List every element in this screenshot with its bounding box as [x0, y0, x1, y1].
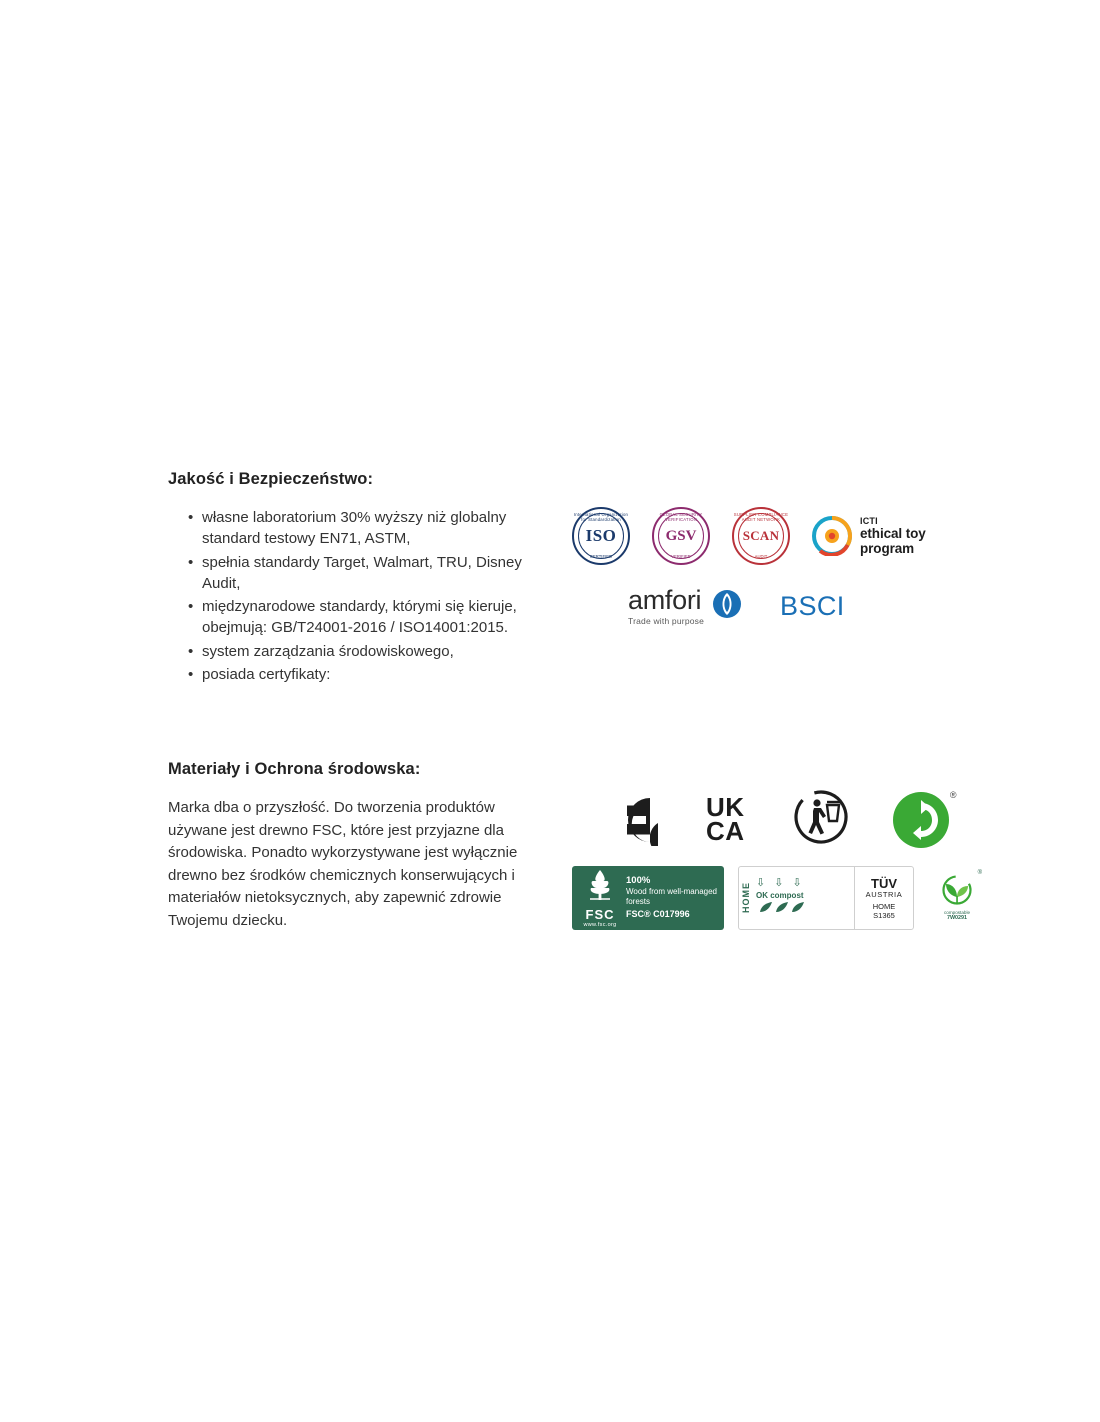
section-quality-safety	[168, 470, 948, 687]
scan-arc-bottom-label: AUDIT	[754, 554, 768, 559]
fsc-percent: 100%	[626, 875, 651, 887]
icti-text-block	[860, 516, 926, 556]
list-item: • międzynarodowe standardy, którymi się kieruje, obejmują: GB/T24001-2016 / ISO14001:2015.	[188, 596, 548, 639]
materials-text-column	[168, 797, 548, 932]
fsc-description: Wood from well-managed forests	[626, 887, 718, 907]
icti-ethical-toy-program-logo	[812, 516, 926, 556]
compost-arrows-icon: ⇩ ⇩ ⇩	[756, 876, 805, 889]
quality-bullet-list	[168, 507, 548, 685]
ok-compost-label: OK compost	[756, 890, 804, 900]
icti-line-3: program	[860, 541, 915, 557]
amfori-tagline: Trade with purpose	[628, 616, 705, 626]
quality-logo-column	[548, 507, 948, 626]
ukca-line-2: CA	[706, 815, 745, 846]
gsv-arc-bottom-label: VERIFIED	[671, 554, 691, 559]
tuv-home-label: HOME	[872, 901, 896, 911]
fsc-wordmark: FSC	[585, 907, 615, 922]
scan-certificate-icon	[732, 507, 790, 565]
seedling-code: 7W0291	[946, 915, 968, 922]
tidyman-icon	[793, 789, 849, 850]
seedling-label: compostable	[943, 909, 971, 915]
materials-columns	[168, 789, 982, 932]
amfori-swirl-icon	[712, 589, 742, 624]
section-materials-environment	[168, 760, 982, 932]
list-item: • spełnia standardy Target, Walmart, TRU, Disney Audit,	[188, 552, 548, 595]
materials-heading: Materiały i Ochrona środowska:	[168, 760, 421, 778]
fsc-tree-icon	[578, 868, 622, 928]
list-item: • posiada certyfikaty:	[188, 664, 548, 685]
compostable-seedling-badge	[928, 868, 986, 928]
tuv-austria-block	[854, 867, 913, 929]
environmental-logo-row	[572, 866, 986, 930]
fsc-url: www.fsc.org	[583, 922, 617, 928]
green-dot-circle	[893, 792, 949, 848]
tuv-brand: TÜV	[871, 875, 897, 891]
gsv-label: GSV	[665, 527, 697, 544]
iso-label: ISO	[585, 526, 617, 545]
amfori-name: amfori	[628, 585, 702, 615]
icti-line-2: ethical toy	[860, 525, 926, 541]
tuv-home-compost-badge	[738, 866, 914, 930]
gsv-certificate-icon	[652, 507, 710, 565]
tuv-compost-middle	[753, 867, 854, 929]
list-item: • system zarządzania środowiskowego,	[188, 641, 548, 662]
compliance-logo-row	[572, 789, 986, 850]
materials-logo-column	[548, 789, 986, 930]
iso-arc-top-label: International Organization for Standardization	[573, 512, 629, 522]
certification-logo-row-1	[572, 507, 948, 565]
tuv-serial: S1365	[873, 910, 895, 920]
amfori-wordmark	[628, 587, 704, 626]
seedling-registered-symbol: ®	[977, 870, 982, 876]
ukca-mark-icon	[706, 791, 745, 846]
certification-logo-row-2	[572, 587, 948, 626]
quality-text-column	[168, 507, 548, 687]
quality-columns	[168, 507, 948, 687]
fsc-certification-badge	[572, 866, 724, 930]
materials-paragraph: Marka dba o przyszłość. Do tworzenia produktów używane jest drewno FSC, które jest przyjazne dla środowiska. Ponadto wykorzystywane jest wyłącznie drewno bez środków chemicznych konserwujących i materiałów nietoksycznych, aby zapewnić zdrowie Twojemu dziecku.	[168, 799, 518, 929]
quality-heading: Jakość i Bezpieczeństwo:	[168, 470, 374, 488]
icti-swirl-icon	[812, 516, 852, 556]
list-item: • własne laboratorium 30% wyższy niż globalny standard testowy EN71, ASTM,	[188, 507, 548, 550]
ce-mark-icon	[572, 794, 658, 846]
scan-label: SCAN	[742, 528, 780, 543]
tuv-home-vertical-label: HOME	[741, 882, 751, 914]
bsci-label: BSCI	[780, 590, 845, 621]
icti-line-1: ICTI	[860, 515, 878, 526]
registered-trademark-symbol: ®	[949, 789, 957, 800]
ukca-line-1: UK	[706, 791, 745, 822]
gsv-arc-top-label: GLOBAL SECURITY VERIFICATION	[659, 512, 703, 522]
scan-arc-top-label: SUPPLIER COMPLIANCE AUDIT NETWORK	[733, 512, 789, 522]
iso-arc-bottom-label: CERTIFIED	[589, 554, 613, 559]
fsc-text-block	[622, 875, 718, 920]
green-dot-icon	[893, 789, 957, 848]
fsc-license-code: FSC® C017996	[626, 909, 690, 920]
compost-leaves-icon	[756, 900, 851, 919]
amfori-logo	[628, 587, 742, 626]
iso-certificate-icon	[572, 507, 630, 565]
tuv-country: AUSTRIA	[865, 889, 903, 899]
